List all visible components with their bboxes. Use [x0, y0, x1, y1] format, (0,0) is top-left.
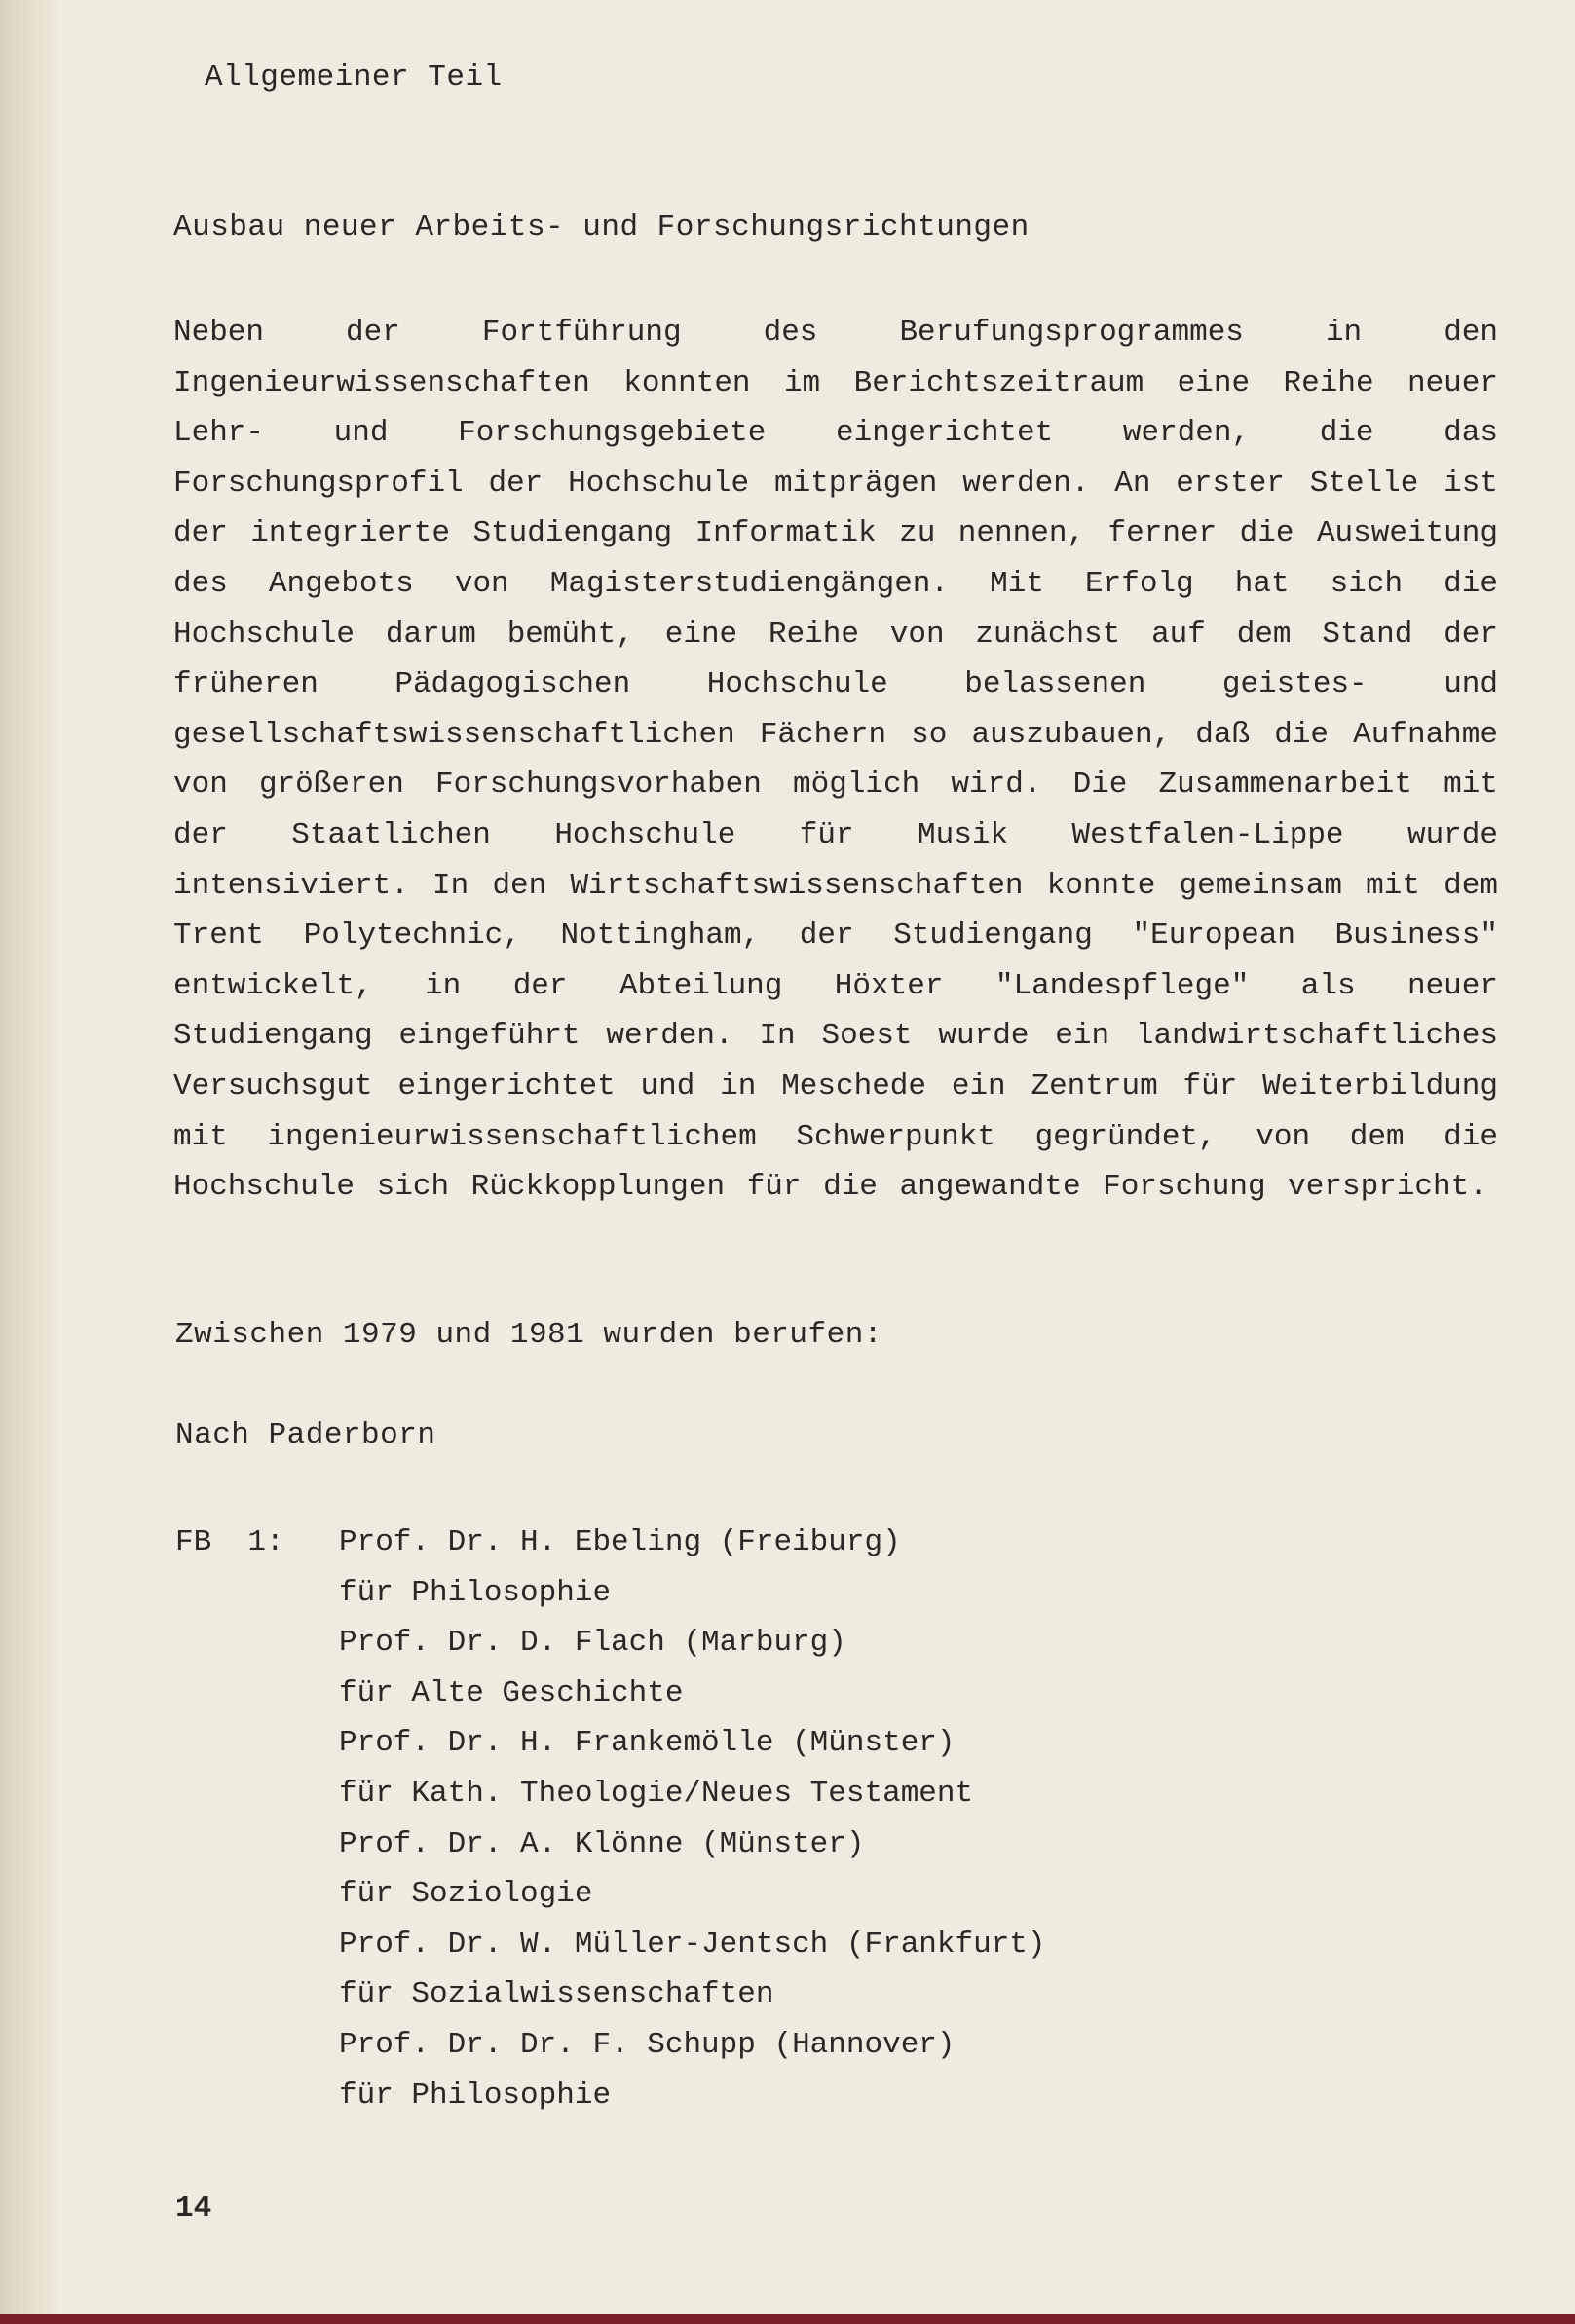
appointment-subject: für Alte Geschichte: [339, 1675, 684, 1710]
appointment-name: Prof. Dr. H. Frankemölle (Münster): [339, 1726, 956, 1761]
section-title: Ausbau neuer Arbeits- und Forschungsrichtungen: [173, 210, 1030, 244]
body-paragraph: Neben der Fortführung des Berufungsprogrammes in den Ingenieurwissenschaften konnten im Berichtszeitraum eine Reihe neuer Lehr- und Forschungsgebiete eingerichtet werden, die das Forschungsprofil der Hochschule mitprägen werden. An erster Stelle ist der integrierte Studiengang Informatik zu nennen, ferner die Ausweitung des Angebots von Magisterstudiengängen. Mit Erfolg hat sich die Hochschule darum bemüht, eine Reihe von zunächst auf dem Stand der früheren Pädagogischen Hochschule belassenen geistes- und gesellschaftswissenschaftlichen Fächern so auszubauen, daß die Aufnahme von größeren Forschungsvorhaben möglich wird. Die Zusammenarbeit mit der Staatlichen Hochschule für Musik Westfalen-Lippe wurde intensiviert. In den Wirtschaftswissenschaften konnte gemeinsam mit dem Trent Polytechnic, Nottingham, der Studiengang "European Business" entwickelt, in der Abteilung Höxter "Landespflege" als neuer Studiengang eingeführt werden. In Soest wurde ein landwirtschaftliches Versuchsgut eingerichtet und in Meschede ein Zentrum für Weiterbildung mit ingenieurwissenschaftlichem Schwerpunkt gegründet, von dem die Hochschule sich Rückkopplungen für die angewandte Forschung verspricht.: [173, 316, 1498, 1205]
appointments-intro: Zwischen 1979 und 1981 wurden berufen:: [175, 1318, 882, 1352]
appointment-name: Prof. Dr. H. Ebeling (Freiburg): [339, 1525, 901, 1559]
page-number: 14: [175, 2192, 212, 2226]
binding-edge: [0, 2314, 1575, 2324]
appointment-subject: für Philosophie: [339, 2078, 612, 2113]
appointment-name: Prof. Dr. D. Flach (Marburg): [339, 1626, 846, 1661]
appointment-entries: [339, 1518, 1313, 2120]
appointment-subject: für Philosophie: [339, 1575, 612, 1610]
running-head: Allgemeiner Teil: [205, 60, 503, 94]
location-heading: Nach Paderborn: [175, 1418, 436, 1452]
appointment-name: Prof. Dr. W. Müller-Jentsch (Frankfurt): [339, 1927, 1046, 1962]
department-label: FB 1:: [175, 1525, 284, 1559]
appointment-subject: für Kath. Theologie/Neues Testament: [339, 1776, 974, 1811]
appointment-subject: für Sozialwissenschaften: [339, 1977, 774, 2012]
appointment-subject: für Soziologie: [339, 1877, 593, 1912]
appointment-name: Prof. Dr. A. Klönne (Münster): [339, 1826, 865, 1861]
page-edge: [0, 0, 57, 2324]
appointment-name: Prof. Dr. Dr. F. Schupp (Hannover): [339, 2027, 956, 2062]
